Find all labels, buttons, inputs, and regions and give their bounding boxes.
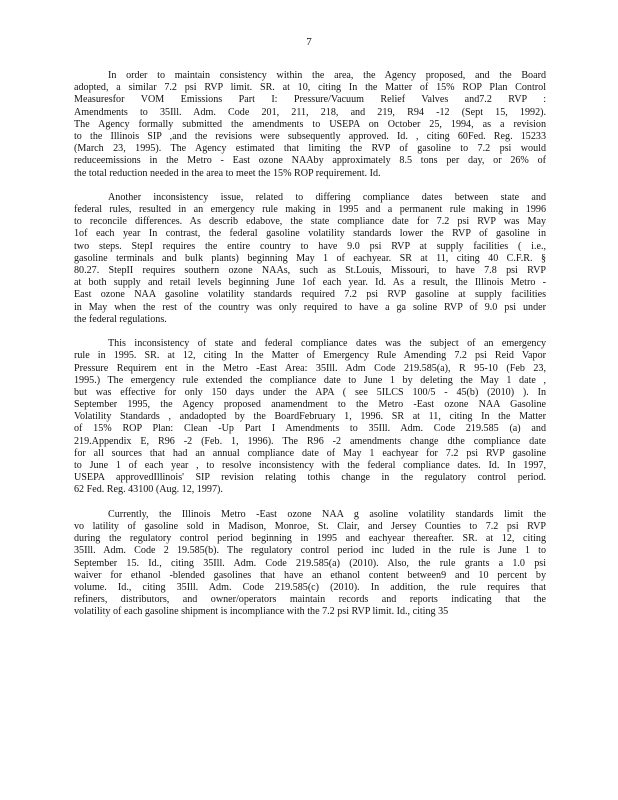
text-line: federal rules, resulted in an emergency rule making in 1995 and a permanent rule making in 1996 (74, 204, 546, 216)
document-body (74, 70, 546, 631)
text-line: This inconsistency of state and federal compliance dates was the subject of an emergency (108, 338, 546, 350)
text-line: volatility of each gasoline shipment is incompliance with the 7.2 psi RVP limit. Id., citing 35 (74, 606, 449, 618)
text-line: for all sources that had an annual compliance date of May 1 eachyear for 7.2 psi RVP gasoline (74, 447, 546, 459)
text-line: at both supply and retail levels beginning June 1of each year. Id. As a result, the Illinois Metro - (74, 277, 546, 289)
text-line: USEPA approvedIllinois' SIP revision relating tothis change in the regulatory control period. (74, 472, 546, 484)
text-line: Measuresfor VOM Emissions Part I: Pressure/Vacuum Relief Valves and7.2 RVP : (74, 94, 546, 106)
text-line: Another inconsistency issue, related to differing compliance dates between state and (108, 191, 546, 203)
paragraph-3 (74, 338, 546, 496)
text-line: volume. Id., citing 35Ill. Adm. Code 219.585(c) (2010). In addition, the rule requires that (74, 581, 546, 593)
text-line: (March 23, 1995). The Agency estimated that limiting the RVP of gasoline to 7.2 psi would (74, 143, 546, 155)
paragraph-2 (74, 192, 546, 326)
text-line: 35Ill. Adm. Code 2 19.585(b). The regulatory control period inc luded in the rule is June 1 to (74, 545, 546, 557)
text-line: to June 1 of each year , to resolve inconsistency with the federal compliance dates. Id. In 1997, (74, 460, 546, 471)
paragraph-4 (74, 509, 546, 619)
text-line: 1of each year In contrast, the federal gasoline volatility standards lower the RVP of gasoline in (74, 228, 546, 240)
text-line: but was effective for only 150 days under the APA ( see 5ILCS 100/5 - 45(b) (2010) ). In (74, 386, 546, 398)
text-line: 62 Fed. Reg. 43100 (Aug. 12, 1997). (74, 484, 223, 496)
text-line: adopted, a similar 7.2 psi RVP limit. SR. at 10, citing In the Matter of 15% ROP Plan Control (74, 82, 546, 94)
text-line: to the Illinois SIP ,and the revisions were subsequently approved. Id. , citing 60Fed. Reg. 15233 (74, 130, 546, 142)
text-line: rule in 1995. SR. at 12, citing In the Matter of Emergency Rule Amending 7.2 psi Reid Vapor (74, 350, 546, 362)
text-line: 80.27. StepII requires southern ozone NAAs, such as St.Louis, Missouri, to have 7.8 psi RVP (74, 265, 546, 276)
page-number: 7 (306, 36, 312, 48)
text-line: In order to maintain consistency within the area, the Agency proposed, and the Board (108, 70, 546, 81)
text-line: gasoline terminals and bulk plants) beginning May 1 of eachyear. SR at 11, citing 40 C.F.R. § (74, 252, 546, 264)
text-line: the federal regulations. (74, 313, 167, 325)
text-line: September 1995, the Agency proposed anamendment to the Metro -East ozone NAA Gasoline (74, 399, 546, 411)
text-line: Amendments to 35Ill. Adm. Code 201, 211, 218, and 219, R94 -12 (Sept 15, 1992). (74, 106, 546, 118)
paragraph-1 (74, 70, 546, 180)
text-line: Currently, the Illinois Metro -East ozone NAA g asoline volatility standards limit the (108, 508, 546, 520)
text-line: 219.Appendix E, R96 -2 (Feb. 1, 1996). The R96 -2 amendments change dthe compliance date (74, 435, 546, 447)
text-line: the total reduction needed in the area to meet the 15% ROP requirement. Id. (74, 167, 381, 179)
text-line: Pressure Requirem ent in the Metro -East Area: 35Ill. Adm Code 219.585(a), R 95-10 (Feb 23, (74, 362, 546, 374)
text-line: during the regulatory control period beginning in 1995 and eachyear thereafter. SR. at 12, citing (74, 533, 546, 545)
text-line: reduceemissions in the Metro - East ozone NAAby approximately 8.5 tons per day, or 26% of (74, 155, 546, 167)
text-line: to reconcile differences. As describ edabove, the state compliance date for 7.2 psi RVP was May (74, 216, 546, 228)
text-line: vo latility of gasoline sold in Madison, Monroe, St. Clair, and Jersey Counties to 7.2 psi RVP (74, 520, 546, 532)
text-line: in May when the rest of the country was only required to have a ga soline RVP of 9.0 psi under (74, 301, 546, 313)
text-line: of 15% ROP Plan: Clean -Up Part I Amendments to 35Ill. Adm. Code 219.585 (a) and (74, 423, 546, 435)
text-line: two steps. StepI requires the entire country to have 9.0 psi RVP at supply facilities ( i.e., (74, 240, 546, 252)
text-line: East ozone NAA gasoline volatility standards required 7.2 psi RVP gasoline at supply facilities (74, 289, 546, 301)
text-line: waiver for ethanol -blended gasolines that have an ethanol content between9 and 10 percent by (74, 569, 546, 581)
text-line: The Agency formally submitted the amendments to USEPA on October 25, 1994, as a revision (74, 118, 546, 130)
text-line: refiners, distributors, and owner/operators maintain records and reports indicating that the (74, 594, 546, 606)
text-line: September 15. Id., citing 35Ill. Adm. Code 219.585(a) (2010). Also, the rule grants a 1.0 psi (74, 557, 546, 569)
text-line: Volatility Standards , andadopted by the BoardFebruary 1, 1996. SR at 11, citing In the Matter (74, 411, 546, 423)
text-line: 1995.) The emergency rule extended the compliance date to June 1 by deleting the May 1 date , (74, 374, 546, 386)
